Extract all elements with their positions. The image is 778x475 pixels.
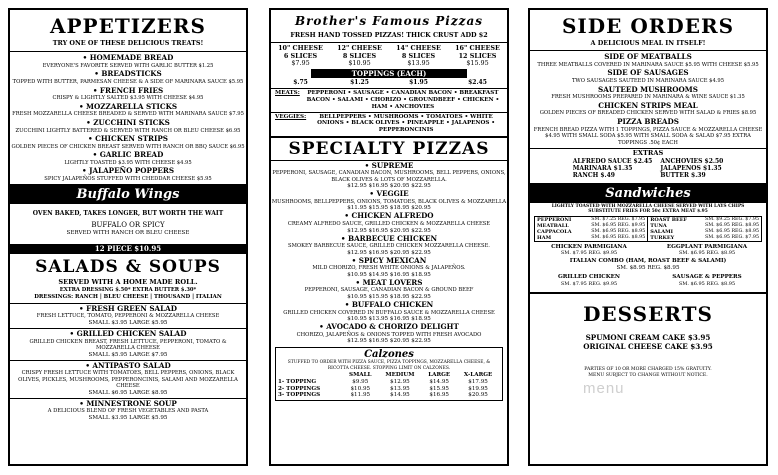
calzones-cell: $17.95 [468, 378, 488, 385]
salad-desc: GRILLED CHICKEN BREAST, FRESH LETTUCE, PEPPERONI, TOMATO & MOZZARELLA CHEESE [29, 338, 227, 352]
sandwiches-note-2: SUBSTITUTE FRIES FOR 50¢ EXTRA MEAT $.95 [588, 209, 708, 214]
sandwiches-box [530, 183, 766, 288]
calzones-row [278, 379, 500, 386]
sandwich-price: SM. $6.95 REG. $8.95 [704, 228, 759, 234]
salad-price: SMALL $3.95 LARGE $5.95 [88, 319, 168, 326]
pizza-sizes [271, 42, 507, 67]
right-panel [528, 8, 768, 466]
menu-item-desc: CRISPY & LIGHTLY SALTED $3.95 WITH CHEESE $4.95 [52, 95, 204, 102]
sandwich-special-price: SM. $7.95 REG. $9.95 [560, 250, 618, 257]
sandwiches-bottom [530, 274, 766, 287]
buffalo-wings-title: Buffalo Wings [10, 186, 246, 204]
veggies-label: VEGGIES: [275, 113, 307, 120]
sandwich-special-name: SAUSAGE & PEPPERS [672, 274, 742, 281]
calzones-box [275, 347, 503, 401]
extras-item: JALAPENOS $1.35 [660, 165, 722, 173]
specialty-price: $10.95 $15.95 $18.95 $22.95 [347, 293, 431, 300]
veggies-text: BELLPEPPERS • MUSHROOMS • TOMATOES • WHITE ONIONS • BLACK OLIVES • PINEAPPLE • JALAPENOS • PEPPERONCINIS [317, 113, 495, 133]
meats-list [271, 88, 507, 111]
calzones-header: SMALL [349, 372, 372, 379]
salads-extras: EXTRA DRESSING $.50* EXTRA BUTTER $.30* [59, 287, 197, 294]
pizza-size-slices: 6 SLICES [283, 51, 318, 60]
calzones-cell: $10.95 [350, 385, 371, 392]
sandwich-name: TURKEY [650, 234, 675, 241]
pizza-size [448, 45, 507, 67]
sandwich-special [530, 274, 648, 287]
appetizers-title: APPETIZERS [50, 14, 206, 38]
salads-subtitle: SERVED WITH A HOME MADE ROLL. [58, 278, 198, 287]
pizza-size-name: 12" CHEESE [337, 44, 382, 53]
sandwiches-specials [530, 244, 766, 257]
calzones-cell: $14.95 [429, 378, 449, 385]
sandwich-row [535, 235, 648, 241]
specialty-desc: MILD CHORIZO, FRESH WHITE ONIONS & JALAPEÑOS. [312, 265, 466, 272]
specialty-name: • SUPREME [364, 160, 414, 170]
calzones-row [278, 386, 500, 393]
calzones-header [278, 372, 343, 379]
specialty-name: • BARBECUE CHICKEN [340, 233, 438, 243]
specialty-price: $11.95 $15.95 $18.95 $20.95 [347, 205, 431, 212]
salads-dressings: DRESSINGS: RANCH | BLEU CHEESE | THOUSAND | ITALIAN [34, 293, 222, 300]
specialty-price: $12.95 $16.95 $20.95 $22.95 [347, 338, 431, 345]
extras-title: EXTRAS [632, 149, 664, 158]
side-order-desc: THREE MEATBALLS COVERED IN MARINARA SAUCE $5.95 WITH CHEESE $5.95 [537, 61, 759, 68]
side-order-desc: GOLDEN PIECES OF BREADED CHICKEN SERVED WITH SALAD & FRIES $8.95 [539, 110, 757, 117]
calzones-header: X-LARGE [463, 372, 493, 379]
menu-item-name: • CHICKEN STRIPS [88, 134, 168, 144]
sandwich-special-name: EGGPLANT PARMIGIANA [666, 243, 748, 250]
sandwich-price: SM. $6.95 REG. $9.95 [591, 222, 646, 228]
specialty-desc: SMOKEY BARBECUE SAUCE, GRILLED CHICKEN MOZZARELLA CHEESE. [288, 243, 490, 250]
specialty-desc: PEPPERONI, SAUSAGE, CANADIAN BACON & GROUND BEEF [304, 287, 474, 294]
menu-item-desc: EVERYONE'S FAVORITE SERVED WITH GARLIC BUTTER $1.25 [42, 62, 214, 69]
salad-price: SMALL $6.95 LARGE $8.95 [88, 389, 168, 396]
specialty-desc: MUSHROOMS, BELLPEPPERS, ONIONS, TOMATOES, BLACK OLIVES & MOZZARELLA [271, 198, 507, 205]
desserts-title: DESSERTS [530, 292, 766, 324]
menu-item-name: • GARLIC BREAD [92, 150, 164, 160]
sandwich-name: ROAST BEEF [650, 216, 688, 223]
salad-desc: A DELICIOUS BLEND OF FRESH VEGETABLES AND PASTA [47, 408, 209, 415]
side-order-name: PIZZA BREADS [617, 116, 679, 126]
desserts-list [530, 334, 766, 351]
calzones-cell: $15.95 [429, 385, 449, 392]
sandwich-special [648, 244, 766, 257]
sandwich-price: SM. $7.25 REG. $7.95 [591, 216, 646, 222]
calzones-cell: 1- TOPPING [278, 378, 317, 385]
meats-label: MEATS: [275, 90, 300, 97]
side-order-name: CHICKEN STRIPS MEAL [598, 100, 698, 110]
extras-box [530, 148, 766, 179]
salads-list [10, 303, 246, 422]
calzones-title: Calzones [364, 349, 414, 361]
pizzas-subtitle: FRESH HAND TOSSED PIZZAS! THICK CRUST ADD $2 [290, 31, 488, 39]
salad-price: SMALL $3.95 LARGE $5.95 [88, 414, 168, 421]
menu-item-name: • FRENCH FRIES [92, 85, 164, 95]
sandwich-special-name: GRILLED CHICKEN [557, 274, 620, 281]
calzones-cell: $9.95 [352, 378, 369, 385]
sandwich-row [535, 217, 648, 223]
menu-item-desc: ZUCCHINI LIGHTLY BATTERED & SERVED WITH RANCH OR BLEU CHEESE $6.95 [15, 127, 241, 134]
sandwich-special-price: SM. $6.95 REG. $8.95 [678, 280, 736, 287]
buffalo-wings-box [10, 184, 246, 254]
toppings-label: TOPPINGS (EACH) [311, 69, 467, 78]
salad-name: • ANTIPASTO SALAD [10, 360, 246, 371]
appetizers-list [10, 51, 246, 182]
appetizers-subtitle: TRY ONE OF THESE DELICIOUS TREATS! [52, 39, 204, 47]
pizza-size-price: $7.95 [291, 59, 310, 68]
middle-panel [269, 8, 509, 466]
side-order-name: SIDE OF MEATBALLS [604, 52, 692, 62]
menu-item-desc: LIGHTLY TOASTED $3.95 WITH CHEESE $4.95 [64, 159, 192, 166]
sandwich-row [535, 229, 648, 235]
topping-price: $1.95 [409, 79, 428, 87]
pizza-size-slices: 12 SLICES [458, 51, 497, 60]
salad-name: • GRILLED CHICKEN SALAD [10, 328, 246, 339]
pizza-size [330, 45, 389, 67]
calzones-header: MEDIUM [385, 372, 415, 379]
specialty-desc: GRILLED CHICKEN COVERED IN BUFFALO SAUCE & MOZZARELLA CHEESE [283, 309, 495, 316]
sandwich-price: SM. $6.95 REG. $7.95 [704, 234, 759, 240]
menu-item-desc: TOPPED WITH BUTTER, PARMESAN CHEESE & A SIDE OF MARINARA SAUCE $5.95 [12, 79, 244, 86]
calzones-cell: $14.95 [390, 392, 410, 399]
topping-price: $.75 [293, 79, 308, 87]
extras-row [569, 165, 728, 172]
pizza-size [271, 45, 330, 67]
specialty-title: SPECIALTY PIZZAS [271, 136, 507, 158]
salad-price: SMALL $5.95 LARGE $7.95 [88, 351, 168, 358]
sandwich-price: SM. $6.95 REG. $8.95 [591, 228, 646, 234]
menu-item-desc: FRESH MOZZARELLA CHEESE BREADED & SERVED WITH MARINARA SAUCE $7.95 [12, 111, 244, 118]
extras-row [569, 158, 728, 165]
sandwich-name: PEPPERONI [537, 216, 572, 223]
sandwich-special [530, 244, 648, 257]
specialty-price: $12.95 $16.95 $20.95 $22.95 [347, 227, 431, 234]
desserts-footer-2: MENU SUBJECT TO CHANGE WITHOUT NOTICE. [588, 373, 708, 379]
desserts-footer: PARTIES OF 10 OR MORE CHARGED 15% GRATUITY. [584, 367, 712, 373]
specialty-list [271, 160, 507, 346]
pizza-size-slices: 8 SLICES [401, 51, 436, 60]
specialty-name: • VEGGIE [369, 189, 409, 199]
dessert-item: SPUMONI CREAM CAKE $3.95 [585, 333, 711, 343]
menu-item-name: • MOZZARELLA STICKS [78, 101, 178, 111]
calzones-cell: $20.95 [468, 392, 488, 399]
buffalo-wings-option: BUFFALO OR SPICY [91, 221, 165, 230]
sandwich-row [535, 223, 648, 229]
sandwich-name: SALAMI [650, 228, 674, 235]
extras-item: MARINARA $1.35 [572, 165, 633, 173]
left-panel [8, 8, 248, 466]
sandwiches-right [648, 217, 761, 241]
sandwich-name: CAPPACOLA [537, 228, 572, 235]
buffalo-wings-desc: OVEN BAKED, TAKES LONGER, BUT WORTH THE WAIT [32, 210, 224, 218]
specialty-price: $12.95 $16.95 $20.95 $22.95 [347, 183, 431, 190]
menu-item-name: • BREADSTICKS [94, 69, 162, 79]
menu-item-name: • JALAPEÑO POPPERS [81, 166, 175, 176]
buffalo-wings-sauce: SERVED WITH RANCH OR BLEU CHEESE [66, 230, 190, 237]
pizza-size-price: $15.95 [466, 59, 489, 68]
specialty-desc: PEPPERONI, SAUSAGE, CANADIAN BACON, MUSHROOMS, BELL PEPPERS, ONIONS, BLACK OLIVES & LOTS OF MOZZARELLA. [272, 170, 506, 183]
extras-item: RANCH $.49 [572, 172, 615, 180]
side-order-name: SIDE OF SAUSAGES [607, 68, 689, 78]
extras-table [569, 158, 728, 180]
extras-item: BUTTER $.39 [660, 172, 706, 180]
calzones-desc: STUFFED TO ORDER WITH PIZZA SAUCE, PIZZA TOPPINGS, MOZZARELLA CHEESE, & RICOTTA CHEESE. STOPPING LIMIT ON CALZONES. [287, 360, 491, 371]
side-order-desc: FRESH MUSHROOMS PREPARED IN MARINARA & WINE SAUCE $1.35 [551, 94, 745, 101]
specialty-name: • AVOCADO & CHORIZO DELIGHT [319, 322, 459, 331]
italian-combo: ITALIAN COMBO (HAM, ROAST BEEF & SALAMI) [569, 258, 727, 265]
pizza-size-name: 14" CHEESE [396, 44, 441, 53]
sandwich-row [648, 217, 761, 223]
buffalo-wings-price: 12 PIECE $10.95 [10, 244, 246, 254]
italian-combo-price: SM. $8.95 REG. $8.95 [616, 265, 680, 272]
sandwich-special-price: SM. $7.95 REG. $9.95 [560, 280, 618, 287]
pizza-size-price: $13.95 [407, 59, 430, 68]
sandwich-row [648, 235, 761, 241]
sandwiches-note: LIGHTLY TOASTED WITH MOZZARELLA CHEESE SERVED WITH LAYS CHIPS [551, 203, 745, 209]
veggies-list [271, 112, 507, 135]
side-order-name: SAUTEED MUSHROOMS [598, 84, 698, 94]
salad-desc: FRESH LETTUCE, TOMATO, PEPPERONI & MOZZARELLA CHEESE [36, 313, 220, 320]
specialty-desc: CREAMY ALFREDO SAUCE, GRILLED CHICKEN & MOZZARELLA CHEESE [287, 221, 491, 228]
pizza-size-name: 10" CHEESE [278, 44, 323, 53]
extras-row [569, 172, 728, 179]
calzones-cell: $13.95 [390, 385, 410, 392]
salad-name: • MINNESTRONE SOUP [10, 398, 246, 409]
salad-desc: CRISPY FRESH LETTUCE WITH TOMATOES, BELL PEPPERS, ONIONS, BLACK OLIVES, PICKLES, MUSHROOMS, PEPPERONCINIS, SALAMI AND MOZZARELLA CHEESE [18, 370, 238, 390]
watermark: menu [583, 380, 625, 397]
specialty-name: • BUFFALO CHICKEN [344, 299, 434, 309]
sandwich-row [648, 229, 761, 235]
calzones-header: LARGE [428, 372, 451, 379]
calzones-cell: $19.95 [468, 385, 488, 392]
calzones-cell: 2- TOPPINGS [278, 385, 321, 392]
menu-item-name: • ZUCCHINI STICKS [86, 117, 170, 127]
menu-item-desc: SPICY JALAPEÑOS STUFFED WITH CHEDDAR CHEESE $5.95 [44, 175, 212, 182]
pizza-size [389, 45, 448, 67]
specialty-name: • SPICY MEXICAN [351, 255, 427, 265]
sandwich-special-price: SM. $6.95 REG. $8.95 [678, 250, 736, 257]
side-orders-title: SIDE ORDERS [561, 14, 735, 38]
side-order-desc: FRENCH BREAD PIZZA WITH 1 TOPPINGS, PIZZA SAUCE & MOZZARELLA CHEESE $4.95 WITH SMALL SODA $5.95 WITH SMALL SODA & SALAD $7.95 EXTRA TOPPINGS .50¢ EACH [533, 126, 763, 146]
sandwich-price: SM. $9.25 REG. $7.95 [704, 216, 759, 222]
calzones-cell: $12.95 [390, 378, 410, 385]
sandwich-name: TUNA [650, 222, 667, 229]
specialty-name: • CHICKEN ALFREDO [344, 211, 434, 221]
topping-prices [271, 79, 507, 86]
pizza-size-name: 16" CHEESE [455, 44, 500, 53]
sandwich-row [648, 223, 761, 229]
calzones-cell: 3- TOPPINGS [278, 392, 321, 399]
calzones-table [278, 372, 500, 399]
sandwich-special-name: CHICKEN PARMIGIANA [551, 243, 627, 250]
specialty-name: • MEAT LOVERS [355, 277, 423, 287]
sandwich-special [648, 274, 766, 287]
pizzas-title: Brother's Famous Pizzas [294, 14, 484, 28]
sandwiches-left [535, 217, 648, 241]
sandwiches-title: Sandwiches [530, 185, 766, 203]
salads-title: SALADS & SOUPS [35, 257, 221, 278]
calzones-cell: $16.95 [429, 392, 449, 399]
specialty-price: $10.95 $13.95 $16.95 $18.95 [347, 316, 431, 323]
menu-item-desc: GOLDEN PIECES OF CHICKEN BREAST SERVED WITH RANCH OR BBQ SAUCE $6.95 [11, 143, 245, 150]
topping-price: $2.45 [468, 79, 487, 87]
sandwich-price: SM. $6.95 REG. $8.95 [591, 234, 646, 240]
side-orders-list [530, 50, 766, 146]
specialty-desc: CHORIZO, JALAPEÑOS & ONIONS TOPPED WITH FRESH AVOCADO [296, 331, 482, 338]
calzones-header-row [278, 372, 500, 379]
specialty-price: $12.95 $16.95 $20.95 $22.95 [347, 249, 431, 256]
extras-item: ANCHOVIES $2.50 [660, 157, 724, 165]
salad-name: • FRESH GREEN SALAD [79, 303, 177, 313]
side-orders-subtitle: A DELICIOUS MEAL IN ITSELF! [590, 39, 706, 47]
sandwich-name: MEATBALL [537, 222, 569, 229]
meats-text: PEPPERONI • SAUSAGE • CANADIAN BACON • BREAKFAST BACON • SALAMI • CHORIZO • GROUNDBEEF • CHICKEN • HAM • ANCHOVIES [306, 90, 500, 110]
dessert-item: ORIGINAL CHEESE CAKE $3.95 [583, 341, 713, 351]
sandwiches-grid [534, 216, 762, 242]
sandwich-name: HAM [537, 234, 552, 241]
pizza-size-slices: 8 SLICES [342, 51, 377, 60]
menu-item-name: • HOMEMADE BREAD [82, 53, 174, 63]
pizza-size-price: $10.95 [348, 59, 371, 68]
calzones-row [278, 392, 500, 399]
side-order-desc: TWO SAUSAGES SAUTEED IN MARINARA SAUCE $4.95 [571, 78, 725, 85]
calzones-cell: $11.95 [350, 392, 371, 399]
specialty-price: $10.95 $14.95 $16.95 $18.95 [347, 271, 431, 278]
extras-item: ALFREDO SAUCE $2.45 [572, 157, 653, 165]
sandwich-price: SM. $6.95 REG. $8.95 [704, 222, 759, 228]
topping-price: $1.25 [350, 79, 369, 87]
